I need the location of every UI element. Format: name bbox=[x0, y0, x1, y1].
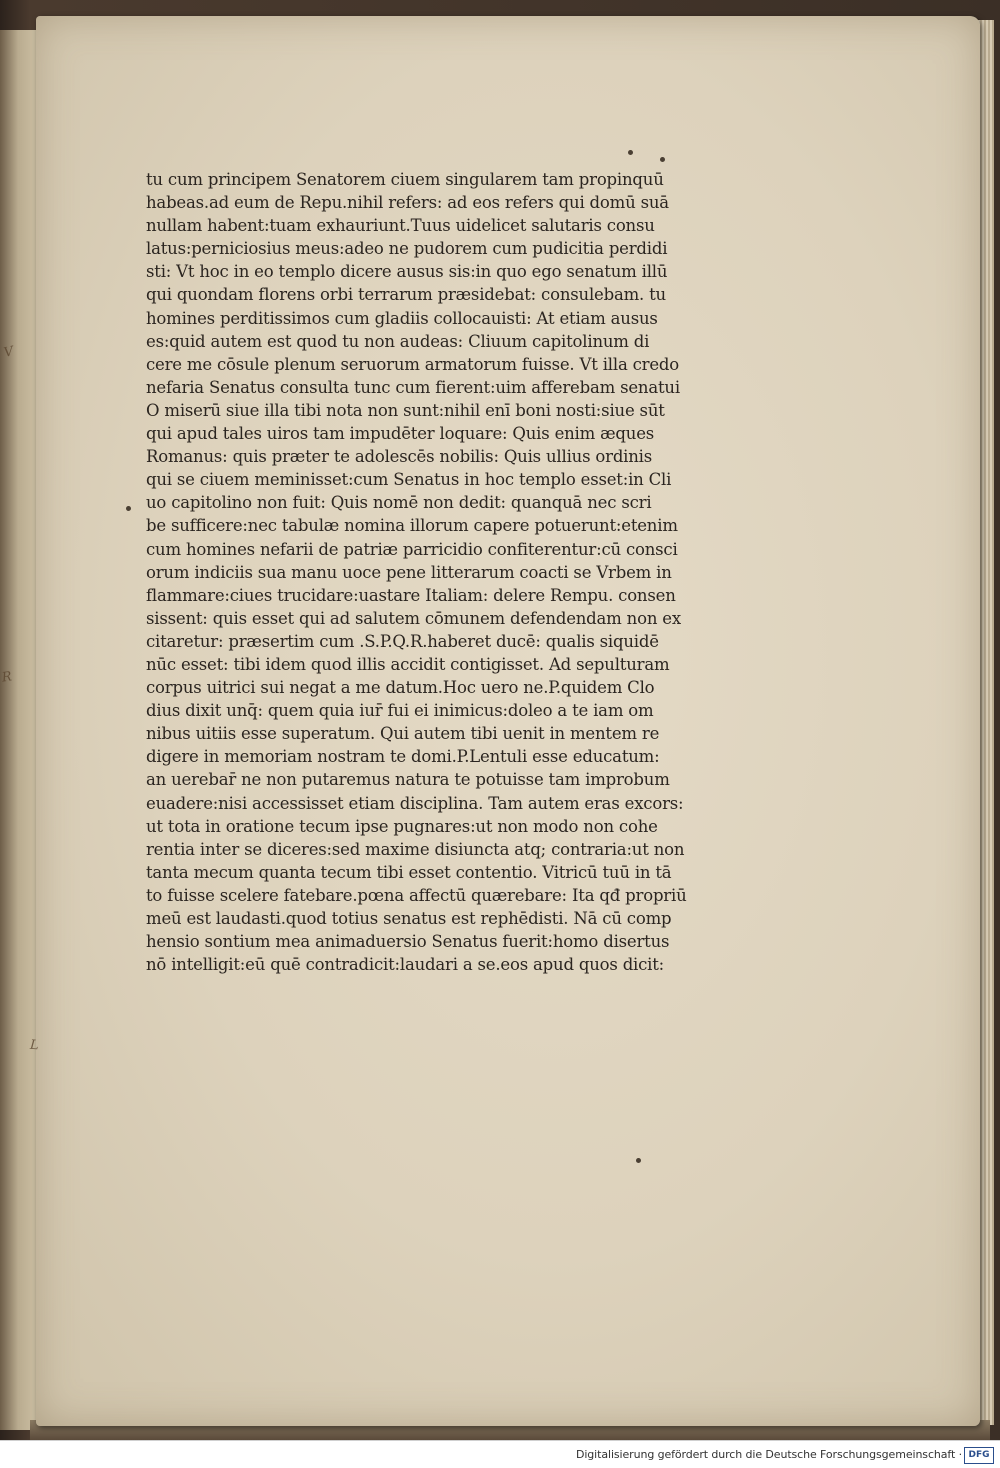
digitization-footer bbox=[0, 1440, 1000, 1468]
text-line: homines perditissimos cum gladiis collocauisti: At etiam ausus bbox=[146, 308, 658, 328]
text-line: be sufficere:nec tabulæ nomina illorum capere potuerunt:etenim bbox=[146, 516, 678, 536]
marginal-annotation: R bbox=[1, 669, 13, 686]
text-line: ut tota in oratione tecum ipse pugnares:ut non modo non cohe bbox=[146, 816, 658, 836]
left-page-edge bbox=[0, 30, 40, 1430]
marginal-annotation: V bbox=[2, 344, 15, 361]
text-line: tanta mecum quanta tecum tibi esset contentio. Vitricū tuū in tā bbox=[146, 862, 672, 882]
marginal-annotation: L bbox=[29, 1037, 40, 1054]
text-line: nūc esset: tibi idem quod illis accidit contigisset. Ad sepulturam bbox=[146, 654, 670, 674]
paper-spot bbox=[628, 150, 633, 155]
paper-spot bbox=[126, 506, 131, 511]
text-line: nefaria Senatus consulta tunc cum fierent:uim afferebam senatui bbox=[146, 377, 680, 397]
text-line: uo capitolino non fuit: Quis nomē non dedit: quanquā nec scri bbox=[146, 493, 652, 513]
text-line: citaretur: præsertim cum .S.P.Q.R.haberet ducē: qualis siquidē bbox=[146, 631, 659, 651]
text-line: sissent: quis esset qui ad salutem cōmunem defendendam non ex bbox=[146, 608, 681, 628]
text-line: to fuisse scelere fatebare.pœna affectū quærebare: Ita qđ propriū bbox=[146, 885, 687, 905]
text-line: euadere:nisi accessisset etiam disciplina. Tam autem eras excors: bbox=[146, 793, 684, 813]
text-line: nō intelligit:eū quē contradicit:laudari a se.eos apud quos dicit: bbox=[146, 955, 665, 975]
text-line: flammare:ciues trucidare:uastare Italiam: delere Rempu. consen bbox=[146, 585, 676, 605]
funding-credit: Digitalisierung gefördert durch die Deutsche Forschungsgemeinschaft · bbox=[575, 1448, 962, 1461]
text-line: qui se ciuem meminisset:cum Senatus in hoc templo esset:in Cli bbox=[146, 470, 672, 490]
text-line: qui quondam florens orbi terrarum præsidebat: consulebam. tu bbox=[146, 285, 666, 305]
text-line: qui apud tales uiros tam impudēter loquare: Quis enim æques bbox=[146, 424, 655, 444]
text-line: rentia inter se diceres:sed maxime disiuncta atq; contraria:ut non bbox=[146, 839, 685, 859]
text-line: Romanus: quis præter te adolescēs nobilis: Quis ullius ordinis bbox=[146, 447, 653, 467]
dfg-logo: DFG bbox=[964, 1447, 994, 1464]
text-line: cum homines nefarii de patriæ parricidio confiterentur:cū consci bbox=[146, 539, 678, 559]
text-line: hensio sontium mea animaduersio Senatus fuerit:homo disertus bbox=[146, 932, 670, 952]
paper-spot bbox=[660, 157, 665, 162]
text-line: es:quid autem est quod tu non audeas: Cliuum capitolinum di bbox=[146, 331, 650, 351]
text-line: habeas.ad eum de Repu.nihil refers: ad eos refers qui domū suā bbox=[146, 193, 669, 213]
text-line: an uerebar̄ ne non putaremus natura te potuisse tam improbum bbox=[146, 770, 670, 790]
text-line: nullam habent:tuam exhauriunt.Tuus uidelicet salutaris consu bbox=[146, 216, 655, 236]
text-line: cere me cōsule plenum seruorum armatorum fuisse. Vt illa credo bbox=[146, 354, 680, 374]
text-line: latus:perniciosius meus:adeo ne pudorem cum pudicitia perdidi bbox=[146, 239, 668, 259]
text-line: tu cum principem Senatorem ciuem singularem tam propinquū bbox=[146, 170, 664, 189]
text-line: corpus uitrici sui negat a me datum.Hoc uero ne.P.quidem Clo bbox=[146, 678, 655, 698]
text-line: meū est laudasti.quod totius senatus est rephēdisti. Nā cū comp bbox=[146, 909, 672, 928]
text-line: nibus uitiis esse superatum. Qui autem tibi uenit in mentem re bbox=[146, 724, 660, 744]
paper-spot bbox=[636, 1158, 641, 1163]
text-line: orum indiciis sua manu uoce pene litterarum coacti se Vrbem in bbox=[146, 562, 672, 582]
text-line: O miserū siue illa tibi nota non sunt:nihil enī boni nosti:siue sūt bbox=[146, 400, 665, 420]
text-line: dius dixit unq̄: quem quia iur̄ fui ei inimicus:doleo a te iam om bbox=[146, 701, 654, 721]
text-line: digere in memoriam nostram te domi.P.Lentuli esse educatum: bbox=[146, 747, 660, 767]
text-line: sti: Vt hoc in eo templo dicere ausus sis:in quo ego senatum illū bbox=[146, 262, 668, 282]
latin-text-block bbox=[146, 168, 736, 976]
